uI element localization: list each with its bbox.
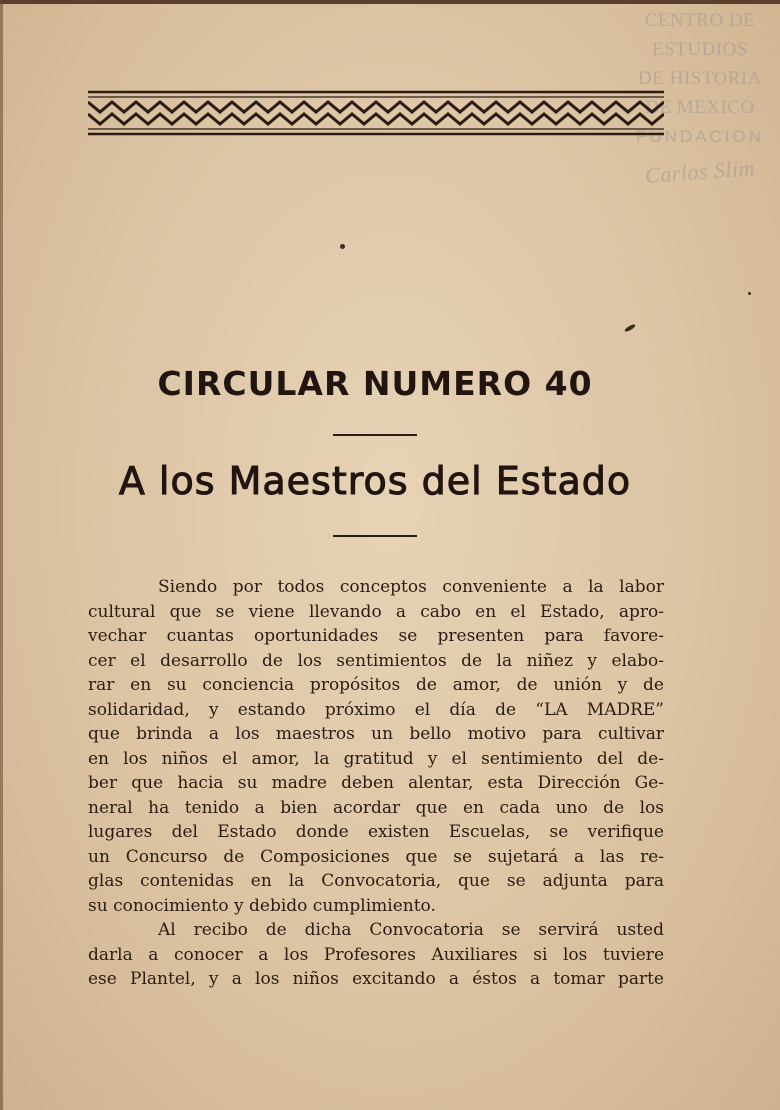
body-line: cer el desarrollo de los sentimientos de la niñez y elabo-	[88, 650, 664, 671]
body-line: vechar cuantas oportunidades se presenten para favore-	[88, 626, 664, 646]
title-divider	[333, 434, 417, 436]
stamp-line: DE HISTORIA	[638, 68, 762, 89]
body-line: en los niños el amor, la gratitud y el sentimiento del de-	[88, 748, 664, 769]
stamp-signature: Carlos Slim	[644, 155, 756, 188]
body-line: que brinda a los maestros un bello motivo para cultivar	[88, 724, 664, 744]
body-line: glas contenidas en la Convocatoria, que se adjunta para	[88, 871, 664, 891]
ornamental-border	[88, 90, 664, 136]
page-top-edge	[0, 0, 780, 4]
body-line: lugares del Estado donde existen Escuelas, se verifique	[88, 822, 664, 842]
circular-number: CIRCULAR NUMERO 40	[157, 364, 593, 403]
paper-speck	[748, 292, 751, 295]
stamp-foundation: FUNDACION	[635, 127, 765, 146]
body-line: Al recibo de dicha Convocatoria se servirá usted	[158, 920, 664, 940]
zigzag-line	[88, 114, 664, 124]
stamp-line: DE MEXICO	[645, 97, 755, 118]
body-line: solidaridad, y estando próximo el día de “LA MADRE”	[88, 699, 664, 720]
letter-body	[88, 575, 664, 992]
stamp-line: CENTRO DE	[644, 10, 756, 31]
body-line: su conocimiento y debido cumplimiento.	[88, 895, 436, 916]
paper-speck	[624, 323, 636, 332]
zigzag-line	[88, 102, 664, 112]
heading-divider	[333, 535, 417, 537]
body-line: Siendo por todos conceptos conveniente a la labor	[158, 577, 664, 597]
body-line: darla a conocer a los Profesores Auxiliares si los tuviere	[88, 944, 664, 965]
body-line: ese Plantel, y a los niños excitando a éstos a tomar parte	[88, 969, 664, 989]
paper-speck	[340, 244, 345, 249]
body-line: ber que hacia su madre deben alentar, esta Dirección Ge-	[88, 773, 664, 793]
body-line: neral ha tenido a bien acordar que en cada uno de los	[88, 797, 664, 818]
stamp-line: ESTUDIOS	[652, 39, 748, 60]
body-line: rar en su conciencia propósitos de amor, de unión y de	[88, 675, 664, 695]
page-left-edge	[0, 0, 3, 1110]
body-line: un Concurso de Composiciones que se sujetará a las re-	[88, 846, 664, 867]
body-line: cultural que se viene llevando a cabo en el Estado, apro-	[88, 601, 664, 622]
page-heading: A los Maestros del Estado	[118, 459, 632, 503]
